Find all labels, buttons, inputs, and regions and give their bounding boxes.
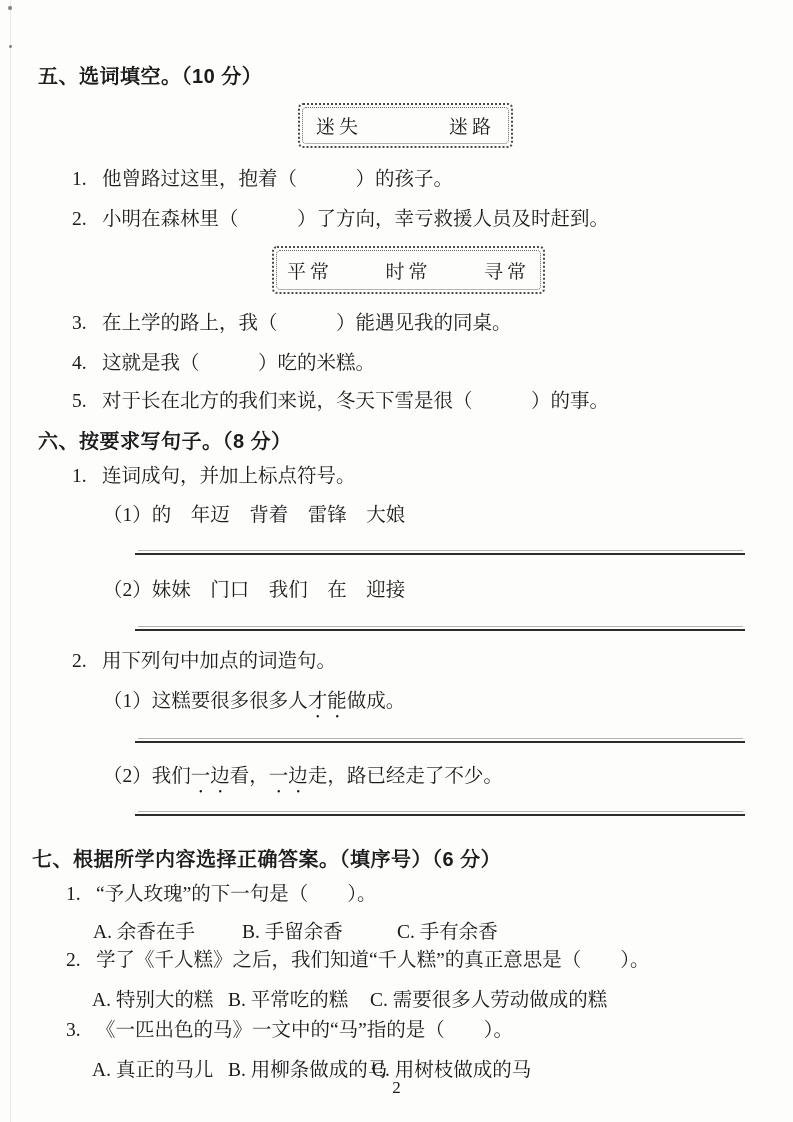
item-text: 他曾路过这里，抱着（ ）的孩子。 xyxy=(102,169,454,190)
question-item xyxy=(72,649,336,675)
option-b: B. 手留余香 xyxy=(242,922,343,943)
sentence-part: 走，路已经走了不少。 xyxy=(307,766,503,787)
option-c: C. 用树枝做成的马 xyxy=(372,1060,532,1081)
emphasized-word: 一边 xyxy=(268,766,308,787)
option-c: C. 需要很多人劳动做成的糕 xyxy=(370,990,608,1011)
question-item xyxy=(66,1018,513,1044)
page-number: 2 xyxy=(392,1078,401,1097)
scan-speck xyxy=(8,6,12,10)
word-bank-word: 迷失 xyxy=(316,117,363,138)
question-item xyxy=(66,882,377,908)
option-a: A. 余香在手 xyxy=(93,922,195,943)
word-bank-word: 平常 xyxy=(287,261,334,283)
sentence-part: （1）这糕要很多很多人 xyxy=(103,691,308,712)
emphasized-word: 才能 xyxy=(307,691,347,712)
section-6-heading: 六、按要求写句子。（8 分） xyxy=(38,431,292,453)
section-5-heading: 五、选词填空。（10 分） xyxy=(38,66,263,88)
section-7-heading: 七、根据所学内容选择正确答案。（填序号）（6 分） xyxy=(32,849,502,871)
item-number: 2. xyxy=(72,209,87,230)
option-c: C. 手有余香 xyxy=(397,922,498,943)
item-text: 对于长在北方的我们来说，冬天下雪是很（ ）的事。 xyxy=(102,391,610,412)
item-text: 《一匹出色的马》一文中的“马”指的是（ ）。 xyxy=(96,1020,514,1041)
item-number: 3. xyxy=(72,313,87,334)
question-item xyxy=(72,351,375,377)
question-item xyxy=(72,464,356,490)
sub-item xyxy=(103,689,405,723)
question-item xyxy=(72,167,453,193)
item-number: 2. xyxy=(66,950,81,971)
sentence-part: 看， xyxy=(229,766,269,787)
scan-speck xyxy=(9,45,12,48)
item-text: 在上学的路上，我（ ）能遇见我的同桌。 xyxy=(102,313,512,334)
question-item xyxy=(72,311,512,337)
answer-line xyxy=(135,629,745,631)
option-b: B. 平常吃的糕 xyxy=(228,990,349,1011)
option-a: A. 特别大的糕 xyxy=(92,990,214,1011)
answer-line xyxy=(135,741,745,743)
emphasized-word: 一边 xyxy=(190,766,230,787)
item-text: 小明在森林里（ ）了方向，幸亏救援人员及时赶到。 xyxy=(102,209,610,230)
scan-edge-line xyxy=(10,0,11,1122)
item-number: 2. xyxy=(72,651,87,672)
item-text: 这就是我（ ）吃的米糕。 xyxy=(102,353,376,374)
word-bank-box-1 xyxy=(298,103,513,148)
word-bank-box-2 xyxy=(272,246,545,294)
question-item xyxy=(66,948,650,974)
item-text: “予人玫瑰”的下一句是（ ）。 xyxy=(96,884,377,905)
item-number: 3. xyxy=(66,1020,81,1041)
sub-item: （1）的 年迈 背着 雷锋 大娘 xyxy=(103,505,406,526)
answer-line xyxy=(135,814,745,816)
sentence-part: （2）我们 xyxy=(103,766,191,787)
word-bank-word: 迷路 xyxy=(448,117,495,138)
item-number: 4. xyxy=(72,353,87,374)
item-number: 5. xyxy=(72,391,87,412)
question-item xyxy=(72,207,609,233)
item-number: 1. xyxy=(66,884,81,905)
sub-item xyxy=(103,764,503,798)
item-text: 学了《千人糕》之后，我们知道“千人糕”的真正意思是（ ）。 xyxy=(96,950,650,971)
option-a: A. 真正的马儿 xyxy=(92,1060,214,1081)
sub-item: （2）妹妹 门口 我们 在 迎接 xyxy=(103,580,406,601)
item-text: 连词成句，并加上标点符号。 xyxy=(102,466,356,487)
question-item xyxy=(72,389,609,415)
item-text: 用下列句中加点的词造句。 xyxy=(102,651,337,672)
option-b: B. 用柳条做成的马 xyxy=(228,1060,388,1081)
item-number: 1. xyxy=(72,169,87,190)
word-bank-word: 时常 xyxy=(385,261,432,283)
word-bank-word: 寻常 xyxy=(483,261,530,283)
item-number: 1. xyxy=(72,466,87,487)
sentence-part: 做成。 xyxy=(346,691,406,712)
answer-line xyxy=(135,553,745,555)
